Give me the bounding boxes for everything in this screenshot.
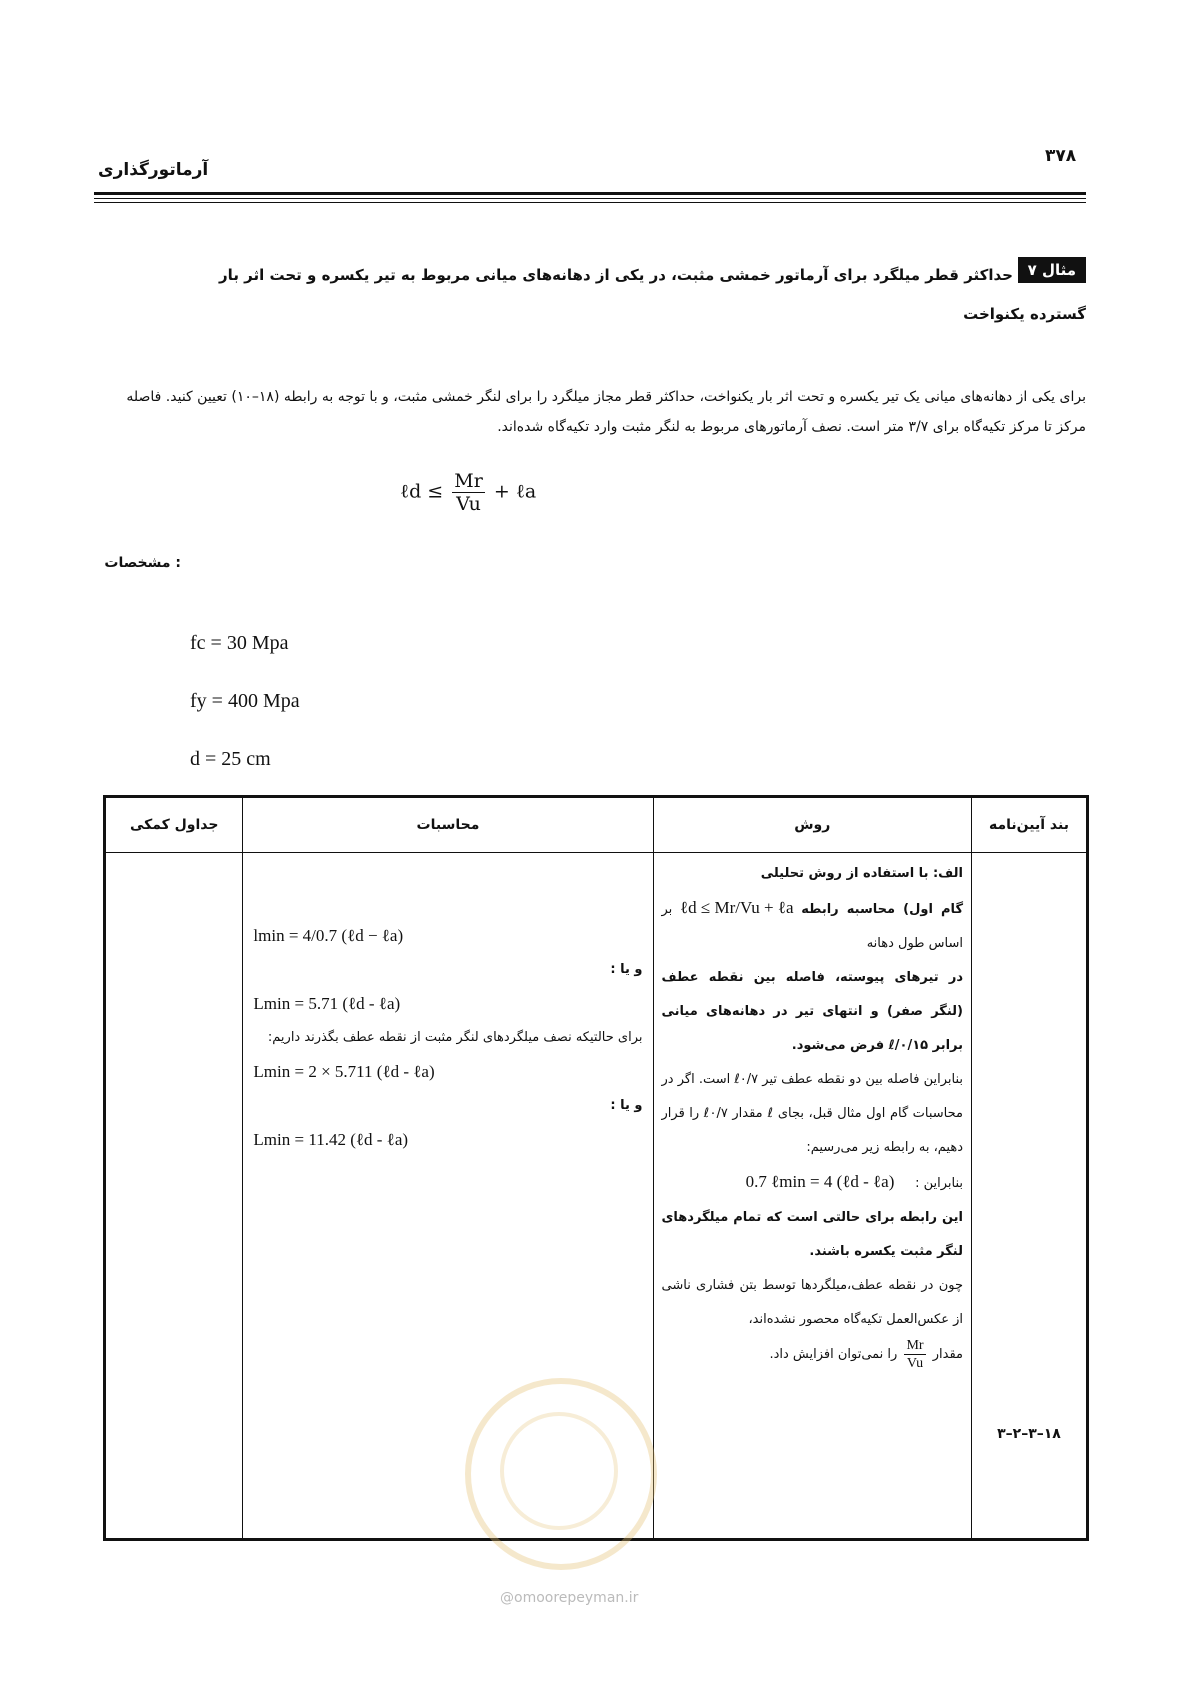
header-aux: جداول کمکی: [105, 797, 243, 853]
header-method: روش: [653, 797, 972, 853]
watermark-text: @omoorepeyman.ir: [500, 1590, 639, 1606]
formula-denominator: Vu: [456, 493, 481, 515]
method-heading: الف: با استفاده از روش تحلیلی: [760, 866, 963, 881]
method-step1: [662, 891, 964, 961]
code-cell: [972, 853, 1088, 1540]
chapter-title: آرماتورگذاری: [98, 160, 209, 180]
step1-end: بر اساس طول دهانه: [661, 902, 963, 951]
header-calc: محاسبات: [243, 797, 653, 853]
aux-cell: [105, 853, 243, 1540]
spec-fc: fc = 30 Mpa: [190, 632, 289, 654]
header-rule: [94, 198, 1086, 199]
formula-rhs: + ℓa: [493, 480, 537, 503]
p3-label: بنابراین :: [915, 1176, 963, 1191]
code-value: ۱۸–۳–۲–۳: [997, 1426, 1061, 1442]
p3-formula: 0.7 ℓmin = 4 (ℓd - ℓa): [745, 1172, 895, 1191]
method-p6: [662, 1337, 964, 1372]
calc-or1: و یا :: [610, 962, 643, 977]
step1-formula: ℓd ≤ Mr/Vu + ℓa: [680, 898, 794, 917]
p6-numerator: Mr: [906, 1338, 924, 1353]
calc-eq4: Lmin = 11.42 (ℓd - ℓa): [253, 1130, 409, 1149]
p6-post: را نمی‌توان افزایش داد.: [769, 1347, 898, 1362]
formula-lhs: ℓd ≤: [400, 480, 444, 503]
example-title: حداکثر قطر میلگرد برای آرماتور خمشی مثبت، در یکی از دهانه‌های میانی مربوط به تیر یکسره و تحت اثر بار: [219, 266, 1013, 284]
p6-denominator: Vu: [906, 1356, 924, 1371]
calc-or2: و یا :: [610, 1098, 643, 1113]
watermark-seal-inner: [500, 1412, 618, 1530]
method-cell: [653, 853, 972, 1540]
calc-eq2: Lmin = 5.71 (ℓd - ℓa): [253, 994, 401, 1013]
calc-eq3: Lmin = 2 × 5.711 (ℓd - ℓa): [253, 1062, 435, 1081]
spec-d: d = 25 cm: [190, 748, 271, 770]
specs-label: : مشخصات: [104, 555, 181, 571]
main-formula: [400, 470, 536, 515]
header-rule: [94, 192, 1086, 195]
calc-note: برای حالتیکه نصف میلگردهای لنگر مثبت از نقطه عطف بگذرند داریم:: [267, 1030, 643, 1045]
method-p2: بنابراین فاصله بین دو نقطه عطف تیر ℓ۰/۷ است. اگر در محاسبات گام اول مثال قبل، بجای ℓ مقدار ℓ۰/۷ را قرار دهیم، به رابطه زیر می‌رسیم:: [661, 1072, 963, 1155]
p6-fraction: [904, 1337, 925, 1372]
p6-pre: مقدار: [932, 1347, 963, 1362]
calc-eq1: lmin = 4/0.7 (ℓd − ℓa): [253, 926, 404, 945]
step1-label: گام اول) محاسبه رابطه: [801, 902, 964, 917]
method-p3: [662, 1165, 964, 1201]
formula-numerator: Mr: [454, 470, 483, 492]
example-description: برای یکی از دهانه‌های میانی یک تیر یکسره و تحت اثر بار یکنواخت، حداکثر قطر مجاز میلگرد را برای لنگر خمشی مثبت، و با توجه به رابطه (۱۸–۱۰) تعیین کنید. فاصله مرکز تا مرکز تکیه‌گاه برای ۳/۷ متر است. نصف آرماتورهای مربوط به لنگر مثبت وارد تکیه‌گاه شده‌اند.: [126, 389, 1086, 435]
example-badge: مثال ۷: [1018, 257, 1086, 283]
method-p5: چون در نقطه عطف،میلگردها توسط بتن فشاری ناشی از عکس‌العمل تکیه‌گاه محصور نشده‌اند،: [661, 1278, 963, 1327]
example-title-continued: گسترده یکنواخت: [963, 305, 1086, 323]
spec-fy: fy = 400 Mpa: [190, 690, 300, 712]
header-rule: [94, 202, 1086, 203]
table-header-row: [105, 797, 1088, 853]
page-number: ۳۷۸: [1045, 146, 1077, 166]
header-code: بند آیین‌نامه: [972, 797, 1088, 853]
method-p4: این رابطه برای حالتی است که تمام میلگردهای لنگر مثبت یکسره باشند.: [661, 1210, 963, 1259]
method-p1: در تیرهای پیوسته، فاصله بین نقطه عطف (لنگر صفر) و انتهای تیر در دهانه‌های میانی برابر ℓ/۰/۱۵ فرض می‌شود.: [661, 970, 963, 1053]
formula-fraction: [452, 470, 485, 515]
